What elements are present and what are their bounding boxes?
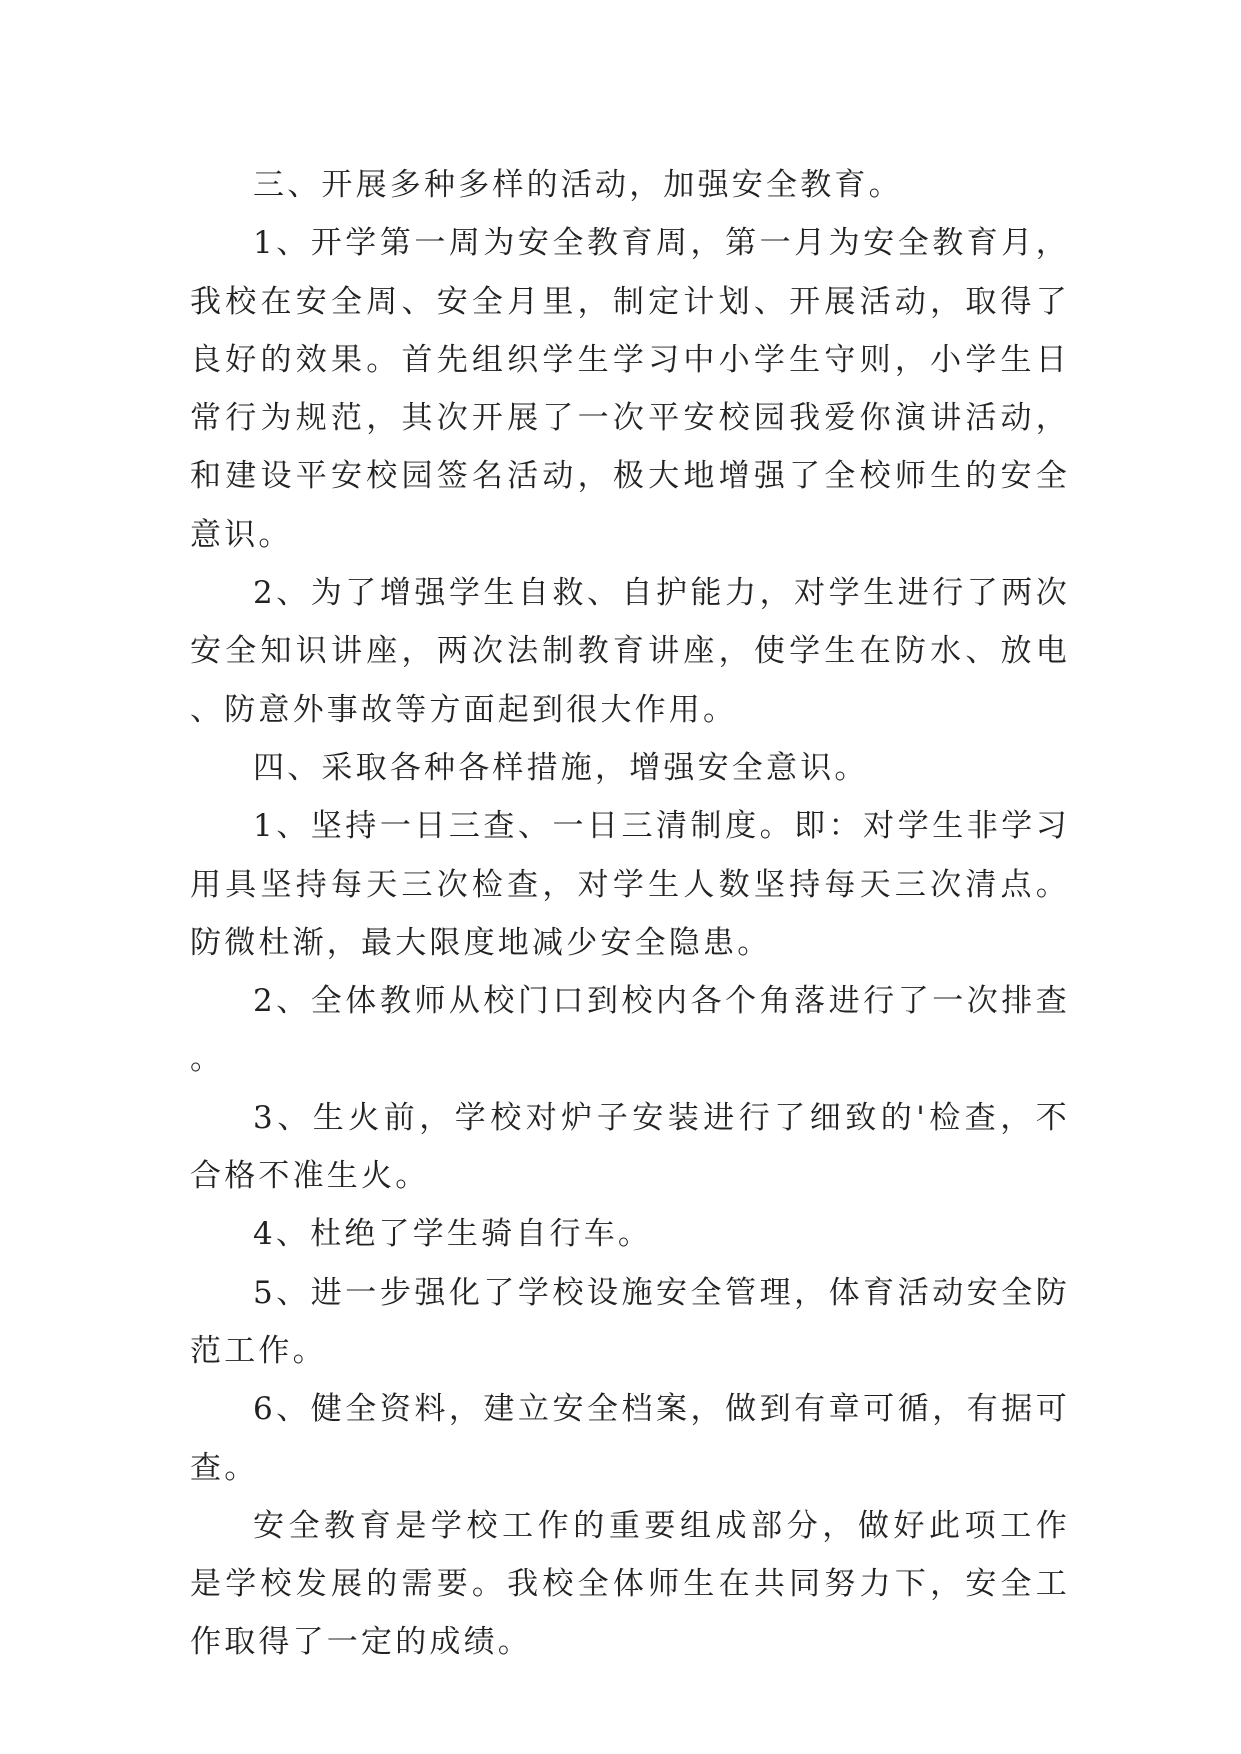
paragraph-stove-check: 3、生火前，学校对炉子安装进行了细致的'检查，不合格不准生火。 [190,1099,1070,1195]
paragraph-safety-week: 1、开学第一周为安全教育周，第一月为安全教育月，我校在安全周、安全月里，制定计划、开展活动，取得了良好的效果。首先组织学生学习中小学生守则，小学生日常行为规范，其次开展了一次平安校园我爱你演讲活动，和建设平安校园签名活动，极大地增强了全校师生的安全意识。 [190,225,1070,553]
section-heading-activities: 三、开展多种多样的活动，加强安全教育。 [253,167,903,203]
paragraph-lectures: 2、为了增强学生自救、自护能力，对学生进行了两次安全知识讲座，两次法制教育讲座，使学生在防水、放电、防意外事故等方面起到很大作用。 [190,575,1070,728]
paragraph-records: 6、健全资料，建立安全档案，做到有章可循，有据可查。 [190,1391,1070,1486]
section-heading-measures: 四、采取各种各样措施，增强安全意识。 [253,749,869,786]
paragraph-bicycles: 4、杜绝了学生骑自行车。 [253,1216,653,1253]
paragraph-facility-management: 5、进一步强化了学校设施安全管理，体育活动安全防范工作。 [190,1274,1070,1369]
paragraph-inspection: 2、全体教师从校门口到校内各个角落进行了一次排查。 [190,983,1070,1078]
paragraph-daily-checks: 1、坚持一日三查、一日三清制度。即：对学生非学习用具坚持每天三次检查，对学生人数坚持每天三次清点。防微杜渐，最大限度地减少安全隐患。 [190,808,1070,961]
document-body [190,156,1070,1672]
paragraph-conclusion: 安全教育是学校工作的重要组成部分，做好此项工作是学校发展的需要。我校全体师生在共同努力下，安全工作取得了一定的成绩。 [190,1507,1070,1661]
